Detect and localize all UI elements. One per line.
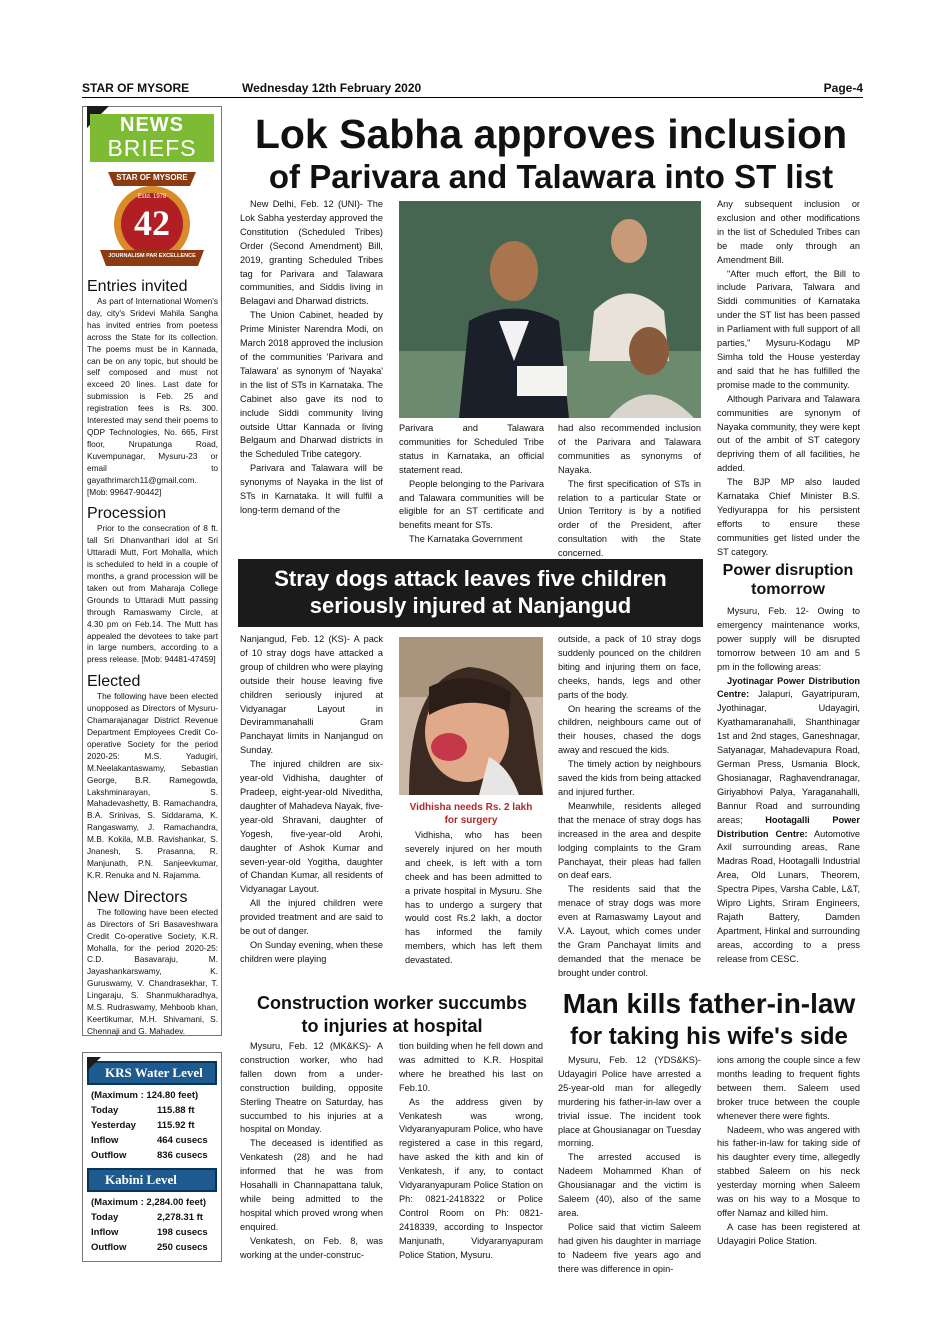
dogs-col-3 [558,633,701,981]
page-header [82,80,863,98]
kabini-inflow: Inflow 198 cusecs [91,1227,208,1238]
paragraph: The deceased is identified as Venkatesh (28) and he had informed that he was from Hosahalli in Channapattana taluk, while being admitted to the hospital which proved wrong when enquired. [240,1138,383,1232]
worker-headline-2: to injuries at hospital [301,1016,483,1036]
paragraph: had also recommended inclusion of the Parivara and Talawara communities as synonyms of Nayaka. [558,423,701,475]
krs-inflow: Inflow 464 cusecs [91,1135,208,1146]
news-briefs-badge [90,114,214,162]
caption-line-2: for surgery [444,815,498,826]
badge-line2: BRIEFS [107,135,197,161]
centre-areas: Automotive Axil surrounding areas, Rane Madras Road, Hootagalli Industrial Area, Old Lunars, Theorem, Spectra Pipes, Varsha Cable, L&T, Wipro Lights, Sriram Engineers, Rajath Battery, Damden Apartment, Hinkal and surrounding areas, according to a press release from CESC. [717,828,860,964]
water-level-box [82,1052,222,1262]
paragraph: Parivara and Talawara will be synonyms of Nayaka in the list of STs in Karnataka. It will fulfil a long-term demand of the [240,463,383,515]
dogs-col-1 [240,633,383,967]
paragraph: People belonging to the Parivara and Talawara communities will be eligible for an ST certificate and benefits meant for STs. [399,478,544,531]
paragraph: All the injured children were provided treatment and are said to be out of danger. [240,898,383,937]
paragraph: The Karnataka Government [409,534,523,545]
lead-headline-2: of Parivara and Talawara into ST list [268,158,834,195]
power-headline-2: tomorrow [751,581,825,598]
father-headline-1: Man kills father-in-law [562,988,856,1019]
paragraph: The Union Cabinet, headed by Prime Minister Narendra Modi, on March 2018 approved the inclusion of the communities 'Parivara and Talawara' as synonym of 'Nayaka' in the list of STs in Karnataka. The Cabinet also gave its nod to include Siddi community living outside Uttar Kannada or living Belgaum and Dharwad districts in the Scheduled Tribe category. [240,310,384,460]
brief-body: As part of International Women's day, city's Sridevi Mahila Sangha has invited entries from poetess across the State for its collection. The poems must be in Kannada, can be on any topic, but should be self composed and must not exceed 20 lines. Last date for submission is Feb. 25 and registration fees is Rs. 300. Interested may send their poems to QDP Technologies, No. 665, First floor, Nrupatunga Road, Kuvempunagar, Mysuru-23 or email to gayathrimarch11@gmail.com. [Mob: 99647-90442] [87,296,218,497]
paragraph: As the address given by Venkatesh was wrong, Vidyaranyapuram Police, who have registered a case in this regard, have asked the kith and kin of Venkatesh, if any, to contact Vidyaranyapuram Police Station on Ph: 0821-2418322 or Police Control Room on Ph: 0821-2418339, according to Inspector Manjunath, Vidyaranyapuram Police Station, Mysuru. [399,1096,543,1260]
paragraph: The BJP MP also lauded Karnataka Chief Minister B.S. Yediyurappa for his persistent efforts to ensure these communities get listed under the ST category. [717,477,860,557]
paragraph: The injured children are six-year-old Vidhisha, daughter of Pradeep, eight-year-old Niveditha, daughter of Mahadeva Nayak, five-year-old Shravani, daughter of Yogesh, five-year-old Arohi, daughter of Ashok Kumar and seven-year-old Yogitha, daughter of Chandan Kumar, all residents of Vidyanagar Layout. [240,759,383,895]
dogs-headline-2: seriously injured at Nanjangud [309,593,632,618]
worker-col-2 [399,1040,543,1263]
paragraph: Although Parivara and Talawara communities are synonym of Nayaka community, they were kept out of the ambit of ST category depriving them of all facilities, he added. [717,393,860,474]
issue-date: Wednesday 12th February 2020 [242,81,422,95]
father-col-2 [717,1054,860,1249]
power-body [717,605,860,967]
paragraph: On Sunday evening, when these children were playing [240,939,383,964]
brief-body: The following have been elected unopposed as Directors of Mysuru-Chamarajanagar District Revenue Department Employees Credit Co-operative Society for the period 2020-25: M.S. Yadugiri, M.Neelakantaswamy, Sebastian George, B.R. Ramegowda, Lakshminarayan, S. Mahadevashetty, B. Ramachandra, B.A. Srinivas, S. Siddarama, K. Rangaswamy, J. Ramachandra, M.B. Kokila, M.B. Ravishankar, S. Jnanesh, S. Prasanna, R. Manjunath, P.N. Sanjeevkumar, K.R. Renuka and N. Rajamma. [87,691,218,880]
paragraph: A case has been registered at Udayagiri Police Station. [717,1221,860,1246]
paragraph: Police said that victim Saleem had given his daughter in marriage to Nadeem five years ago and there was difference in opin- [558,1221,701,1274]
brief-elected [87,673,218,882]
paragraph: "After much effort, the Bill to include Parivara, Talwara and Siddi communities of Karnataka under the ST list has been passed in Parliament with full support of all parties," Mysuru-Kodagu MP Simha told the House yesterday and said that he has fulfilled the promise made to the community. [717,268,860,390]
paragraph: Nanjangud, Feb. 12 (KS)- A pack of 10 stray dogs have attacked a group of children who were playing outside their house leaving five children seriously injured at Vidyanagar Layout in Devirammanahalli Gram Panchayat limits in Nanjangud on Sunday. [240,634,383,756]
worker-col-1 [240,1040,383,1263]
paragraph: The arrested accused is Nadeem Mohammed Khan of Ghousianagar and the victim is Saleem (40), also of the same area. [558,1152,701,1218]
brief-body: The following have been elected as Directors of Sri Basaveshwara Credit Co-operative Society, K.R. Mohalla, for the period 2020-25: C.D. Basavaraju, M. Jayashankarswamy, K. Guruswamy, V. Chandrasekhar, T. Lingaraju, S. Shanmukharadhya, M.S. Rudraswamy, Mehboob khan, Keertikumar, M.H. Shivamani, S. Chennaji and G. Mahadev. [87,906,218,1036]
paragraph: Vidhisha, who has been severely injured on her mouth and cheek, is left with a torn cheek and has been admitted to a private hospital in Mysuru. She has to undergo a surgery that would cost Rs.2 lakh, a doctor has informed the family members, which has left them devastated. [405,830,542,966]
dogs-photo-caption [399,801,543,827]
centre-areas: Jalapuri, Gayatripuram, Jyothinagar, Udayagiri, Kyathamaranahalli, Shanthinagar 1st and 2nd stages, Ganeshnagar, Satyanagar, Mahadevapura Road, German Press, Usmania Block, Ghosianagar, Raghavendranagar, Giriyabhovi Palya, Yaraganahalli, Bannur Road and surrounding areas; [717,689,860,825]
krs-outflow: Outflow 836 cusecs [91,1150,208,1161]
paragraph: outside, a pack of 10 stray dogs suddenly pounced on the children biting and injuring them on face, cheeks, hands, legs and other parts of the body. [558,634,701,700]
paragraph: Parivara and Talawara communities for Scheduled Tribe status in Karnataka, an official statement read. [399,423,544,475]
krs-title: KRS Water Level [87,1061,217,1085]
paragraph: Mysuru, Feb. 12 (YDS&KS)- Udayagiri Police have arrested a 25-year-old man for allegedly murdering his father-in-law over a trivial issue. The incident took place at Ghousianagar on Tuesday morning. [558,1055,701,1149]
kabini-title: Kabini Level [87,1168,217,1192]
page-number: Page-4 [823,81,863,95]
lead-col-3 [558,422,701,561]
brief-title: Procession [87,505,167,523]
centre-name: Hootagalli Power Distribution Centre: [717,814,860,839]
brief-new-directors [87,889,218,1038]
paragraph: tion building when he fell down and was admitted to K.R. Hospital where he breathed his last on Feb.10. [399,1041,543,1093]
lead-col-4 [717,198,860,560]
lead-photo [399,201,701,418]
paragraph: Nadeem, who was angered with his father-in-law for taking side of his daughter every time, allegedly stabbed Saleem on his neck yesterday morning when Saleem was on his way to a Mosque to offer Namaz and killed him. [717,1124,860,1218]
paragraph: Meanwhile, residents alleged that the menace of stray dogs has increased in the area and despite lodging complaints to the Gram Panchayat, their pleas had fallen on deaf ears. [558,800,701,881]
dogs-headline-banner [238,559,703,627]
paragraph: The first specification of STs in relation to a particular State or Union Territory is by a notified order of the President, after consultation with the State concerned. [558,478,701,559]
paragraph: Venkatesh, on Feb. 8, was working at the under-construc- [240,1235,383,1260]
paragraph: Mysuru, Feb. 12- Owing to emergency maintenance works, power supply will be disrupted tomorrow between 10 am and 5 pm in the following areas: [717,606,860,672]
krs-today: Today 115.88 ft [91,1105,195,1116]
briefs-list [87,278,218,1038]
brief-body: Prior to the consecration of 8 ft. tall Sri Dhanvanthari idol at Sri Uttaradi Mutt, Fort Mohalla, which is scheduled to held in a couple of months, a grand procession will be taken out from Maharaja College Grounds to Uttaradi Mutt passing through Ramaswamy Circle, at 4.30 pm on Feb.14. The Mutt has appealed the devotees to take part in large numbers, according to a press release. [Mob: 94481-47459] [87,523,218,665]
badge-line1: NEWS [120,114,184,136]
paragraph: New Delhi, Feb. 12 (UNI)- The Lok Sabha yesterday approved the Constitution (Scheduled Tribes) Order (Second Amendment) Bill, 2019, granting Scheduled Tribes tag for Parivara and Talawara communities, and Siddis living in Belagavi and Dharwad districts. [240,199,383,307]
brief-procession [87,505,218,666]
logo-estd: Estd. 1978 [137,194,167,200]
centre-name: Jyotinagar Power Distribution Centre: [717,675,860,700]
krs-yesterday: Yesterday 115.92 ft [91,1120,195,1131]
corner-triangle [87,1057,101,1071]
kabini-max: (Maximum : 2,284.00 feet) [91,1197,207,1208]
kabini-today: Today 2,278.31 ft [91,1212,203,1223]
paragraph: Mysuru, Feb. 12 (MK&KS)- A construction worker, who had fallen down from a under-construction building, opposite Sterling Theatre on Saturday, has succumbed to his injuries at a hospital on Monday. [240,1041,383,1135]
paragraph: The residents said that the menace of stray dogs was more even at Ramaswamy Layout and V.A. Layout, which comes under the Gram Panchayat limits and demanded that the menace be brought under control. [558,884,701,978]
brief-title: Entries invited [87,278,188,295]
logo-bottom: JOURNALISM PAR EXCELLENCE [108,253,196,259]
logo-top: STAR OF MYSORE [116,173,188,182]
power-headline [712,561,864,599]
logo-number: 42 [134,203,170,243]
lead-col-2 [399,422,544,547]
worker-headline [236,992,548,1038]
paper-name: STAR OF MYSORE [82,81,190,95]
paragraph [717,675,860,967]
caption-line-1: Vidhisha needs Rs. 2 lakh [409,802,533,813]
dogs-photo [399,637,543,795]
brief-entries [87,278,218,498]
paragraph: Any subsequent inclusion or exclusion and other modifications in the list of Scheduled Tribes can be made only through an Amendment Bill. [717,199,860,265]
dogs-headline-1: Stray dogs attack leaves five children [274,566,667,591]
kabini-outflow: Outflow 250 cusecs [91,1242,208,1253]
paragraph: The timely action by neighbours saved the kids from being attacked and injured further. [558,759,701,797]
power-headline-1: Power disruption [722,562,854,579]
star-of-mysore-logo [86,168,218,276]
paragraph: On hearing the screams of the children, neighbours came out of their houses, chased the dogs away and rescued the kids. [558,703,701,756]
dogs-col-2 [405,829,542,968]
father-headline-2: for taking his wife's side [570,1023,848,1050]
lead-headline-1: Lok Sabha approves inclusion [254,111,848,157]
paragraph: ions among the couple since a few months leading to frequent fights between them. Saleem used broker truce between the couple whenever there were fights. [717,1055,860,1121]
lead-col-1 [240,198,383,518]
krs-max: (Maximum : 124.80 feet) [91,1090,199,1101]
brief-title: Elected [87,673,141,691]
brief-title: New Directors [87,888,188,906]
worker-headline-1: Construction worker succumbs [256,993,528,1013]
father-col-1 [558,1054,701,1277]
